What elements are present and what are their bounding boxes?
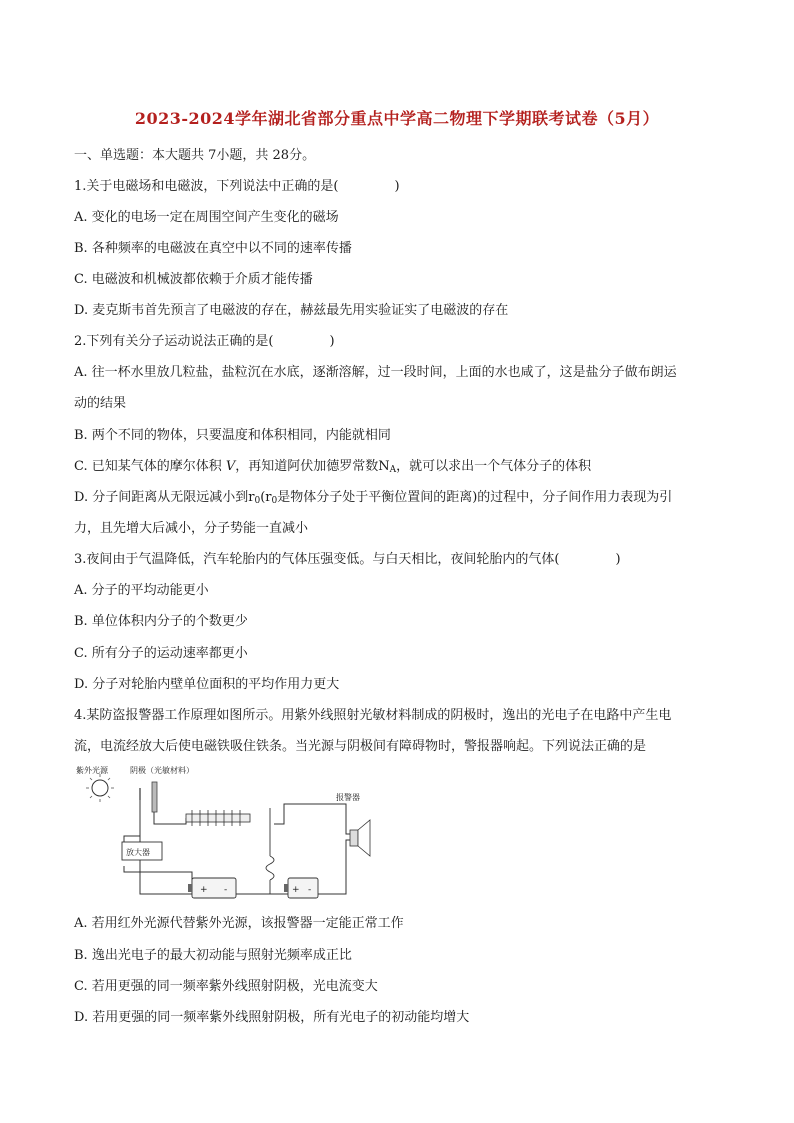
q3-option-c: C. 所有分子的运动速率都更小 (74, 646, 248, 661)
uv-source-label: 紫外光源 (76, 766, 108, 775)
q2-option-b: B. 两个不同的物体，只要温度和体积相同，内能就相同 (74, 428, 391, 443)
battery-1-minus: - (224, 885, 228, 895)
battery-2-plus: + (292, 885, 300, 895)
question-4-stem-line1: 4.某防盗报警器工作原理如图所示。用紫外线照射光敏材料制成的阴极时，逸出的光电子在电路中产生电 (74, 708, 672, 723)
q3-option-d: D. 分子对轮胎内壁单位面积的平均作用力更大 (74, 677, 340, 692)
amplifier-label: 放大器 (126, 848, 150, 857)
battery-1-plus: + (200, 885, 208, 895)
q2-option-d-line2: 力，且先增大后减小，分子势能一直减小 (74, 521, 309, 536)
q2-option-a-line2: 动的结果 (74, 396, 127, 411)
q4-option-b: B. 逸出光电子的最大初动能与照射光频率成正比 (74, 948, 352, 963)
q2-option-d-line1: D. 分子间距离从无限远减小到$r_0(r_0$是物体分子处于平衡位置间的距离)的过程中，分子间作用力表现为引 (74, 490, 673, 506)
q2-option-a-line1: A. 往一杯水里放几粒盐，盐粒沉在水底，逐渐溶解，过一段时间，上面的水也咸了，这是盐分子做布朗运 (74, 365, 677, 380)
q2-option-c: C. 已知某气体的摩尔体积 V，再知道阿伏加德罗常数$N_A$，就可以求出一个气体分子的体积 (74, 459, 592, 475)
iron-strip-spring (266, 808, 288, 894)
question-2-stem: 2.下列有关分子运动说法正确的是( ) (74, 334, 335, 349)
q3-option-a: A. 分子的平均动能更小 (74, 583, 209, 598)
alarm-circuit-diagram (74, 764, 374, 904)
cathode-label: 阴极（光敏材料） (130, 766, 194, 775)
q4-option-c: C. 若用更强的同一频率紫外线照射阴极，光电流变大 (74, 979, 378, 994)
q1-option-d: D. 麦克斯韦首先预言了电磁波的存在，赫兹最先用实验证实了电磁波的存在 (74, 303, 509, 318)
q3-option-b: B. 单位体积内分子的个数更少 (74, 614, 248, 629)
battery-2 (284, 878, 318, 898)
electromagnet-coil (186, 810, 250, 826)
cathode-plate (152, 782, 157, 812)
battery-1 (188, 878, 236, 898)
section-heading: 一、单选题：本大题共 7小题，共 28分。 (74, 148, 316, 163)
exam-title: 2023-2024学年湖北省部分重点中学高二物理下学期联考试卷（5月） (134, 109, 660, 128)
question-1-stem: 1.关于电磁场和电磁波，下列说法中正确的是( ) (74, 179, 400, 194)
alarm-speaker-icon (350, 820, 370, 856)
question-3-stem: 3.夜间由于气温降低，汽车轮胎内的气体压强变低。与白天相比，夜间轮胎内的气体( ) (74, 552, 621, 567)
uv-lamp-icon (86, 774, 114, 802)
battery-2-minus: - (308, 885, 312, 895)
q4-option-a: A. 若用红外光源代替紫外光源，该报警器一定能正常工作 (74, 916, 404, 931)
alarm-label: 报警器 (336, 793, 360, 802)
q1-option-a: A. 变化的电场一定在周围空间产生变化的磁场 (74, 210, 339, 225)
q1-option-c: C. 电磁波和机械波都依赖于介质才能传播 (74, 272, 313, 287)
q1-option-b: B. 各种频率的电磁波在真空中以不同的速率传播 (74, 241, 352, 256)
q4-option-d: D. 若用更强的同一频率紫外线照射阴极，所有光电子的初动能均增大 (74, 1010, 470, 1025)
question-4-stem-line2: 流，电流经放大后使电磁铁吸住铁条。当光源与阴极间有障碍物时，警报器响起。下列说法正确的是 (74, 739, 647, 754)
